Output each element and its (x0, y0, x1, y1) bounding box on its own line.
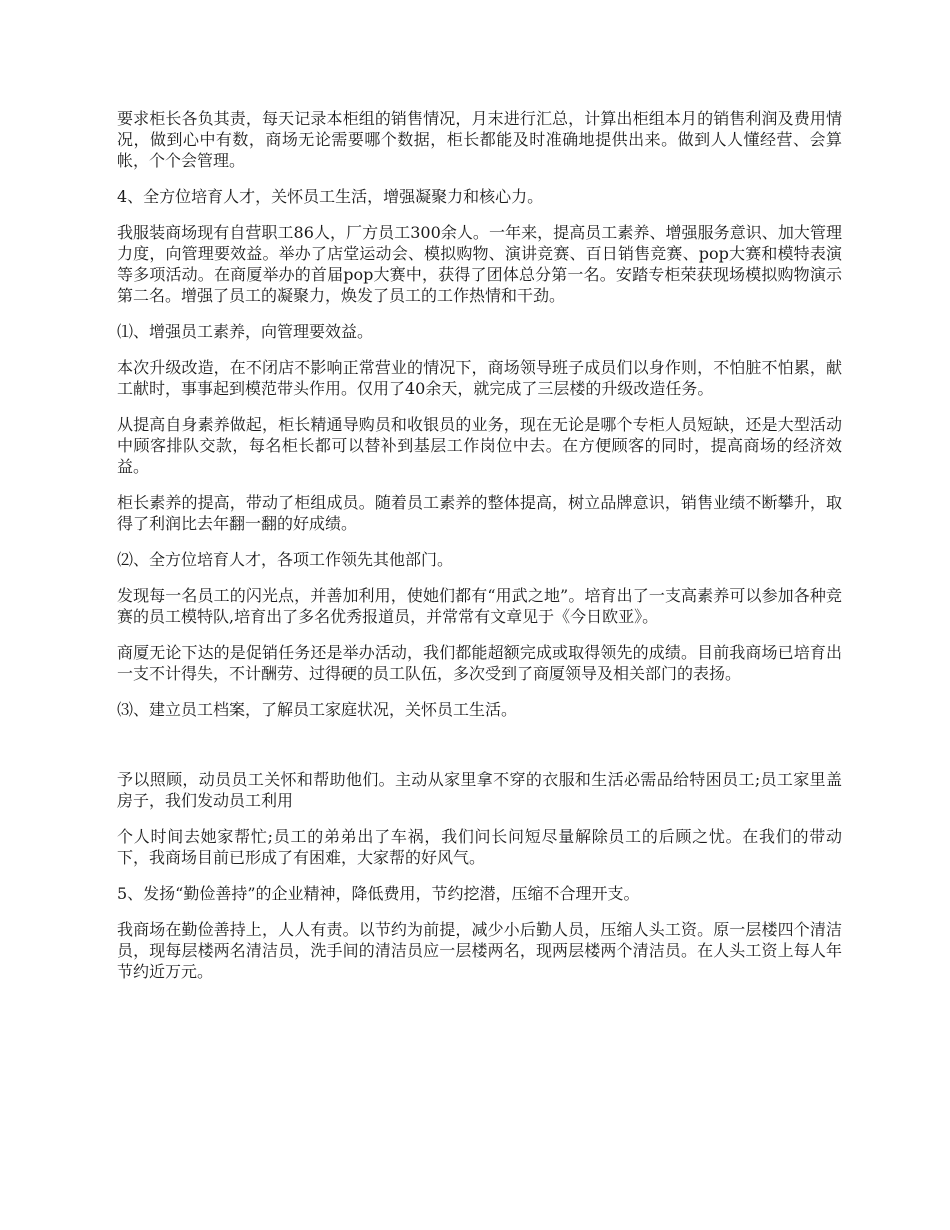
heading-frugality: 5、发扬“勤俭善持”的企业精神，降低费用，节约挖潜，压缩不合理开支。 (117, 884, 640, 903)
paragraph-staff-overview: 我服装商场现有自营职工86人，厂方员工300余人。一年来，提高员工素养、增强服务意识、加大管理力度，向管理要效益。举办了店堂运动会、模拟购物、演讲竞赛、百日销售竞赛、pop大赛和模特表演等多项活动。在商厦举办的首届pop大赛中，获得了团体总分第一名。安踏专柜荣获现场模拟购物演示第二名。增强了员工的凝聚力，焕发了员工的工作热情和干劲。 (117, 223, 842, 305)
paragraph-employee-highlights: 发现每一名员工的闪光点，并善加利用，使她们都有“用武之地”。培育出了一支高素养可以参加各种竞赛的员工模特队,培育出了多名优秀报道员，并常常有文章见于《今日欧亚》。 (117, 586, 842, 626)
heading-talent-cultivation: 4、全方位培育人才，关怀员工生活，增强凝聚力和核心力。 (117, 187, 544, 206)
subheading-comprehensive-training: ⑵、全方位培育人才，各项工作领先其他部门。 (117, 550, 454, 569)
paragraph-self-improvement: 从提高自身素养做起，柜长精通导购员和收银员的业务，现在无论是哪个专柜人员短缺，还是大型活动中顾客排队交款，每名柜长都可以替补到基层工作岗位中去。在方便顾客的同时，提高商场的经济效益。 (117, 415, 842, 476)
paragraph-renovation: 本次升级改造，在不闭店不影响正常营业的情况下，商场领导班子成员们以身作则，不怕脏不怕累，献工献时，事事起到模范带头作用。仅用了40余天，就完成了三层楼的升级改造任务。 (117, 358, 842, 398)
subheading-staff-quality: ⑴、增强员工素养，向管理要效益。 (117, 322, 374, 341)
paragraph-employee-care: 予以照顾，动员员工关怀和帮助他们。主动从家里拿不穿的衣服和生活必需品给特困员工;员工家里盖房子，我们发动员工利用 (117, 770, 842, 810)
paragraph-mutual-help: 个人时间去她家帮忙;员工的弟弟出了车祸，我们问长问短尽量解除员工的后顾之忧。在我们的带动下，我商场目前已形成了有困难，大家帮的好风气。 (117, 827, 842, 867)
paragraph-task-completion: 商厦无论下达的是促销任务还是举办活动，我们都能超额完成或取得领先的成绩。目前我商场已培育出一支不计得失，不计酬劳、过得硬的员工队伍，多次受到了商厦领导及相关部门的表扬。 (117, 643, 842, 683)
subheading-employee-files: ⑶、建立员工档案，了解员工家庭状况，关怀员工生活。 (117, 700, 518, 719)
document-body (117, 108, 842, 997)
paragraph-cabinet-accounting: 要求柜长各负其责，每天记录本柜组的销售情况，月末进行汇总，计算出柜组本月的销售利润及费用情况，做到心中有数，商场无论需要哪个数据，柜长都能及时准确地提供出来。做到人人懂经营、会算帐，个个会管理。 (117, 109, 842, 170)
paragraph-quality-results: 柜长素养的提高，带动了柜组成员。随着员工素养的整体提高，树立品牌意识，销售业绩不断攀升，取得了利润比去年翻一翻的好成绩。 (117, 493, 842, 533)
paragraph-cost-saving: 我商场在勤俭善持上，人人有责。以节约为前提，减少小后勤人员，压缩人头工资。原一层楼四个清洁员，现每层楼两名清洁员，洗手间的清洁员应一层楼两名，现两层楼两个清洁员。在人头工资上每人年节约近万元。 (117, 920, 842, 981)
